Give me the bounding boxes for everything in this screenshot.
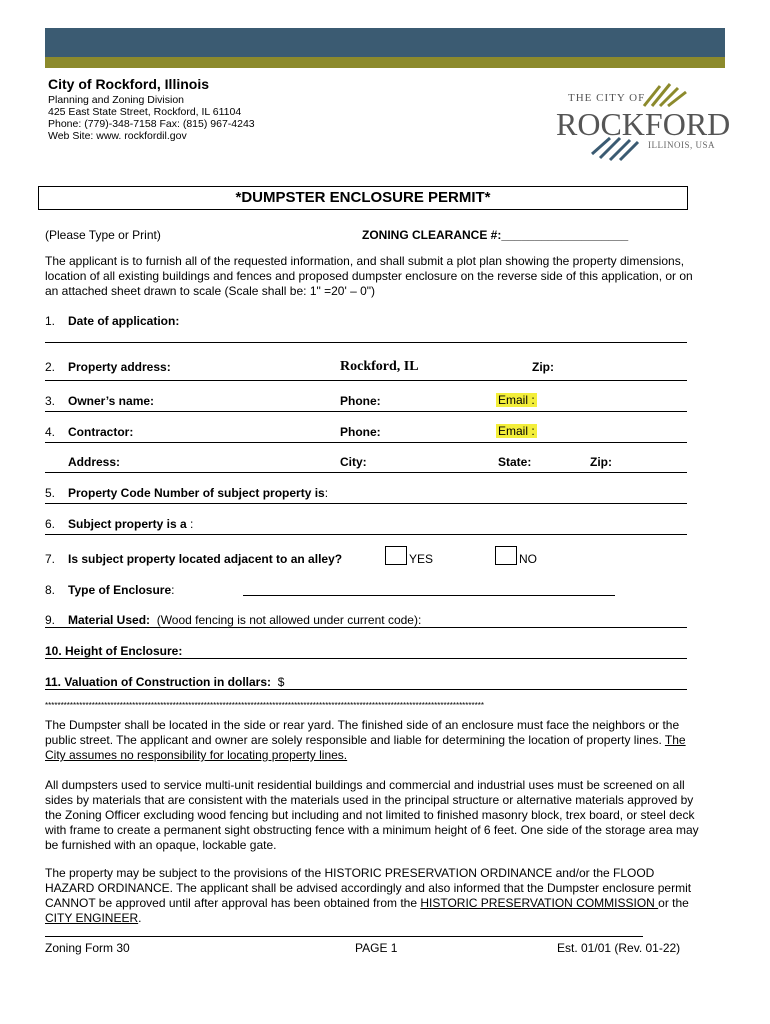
contractor-address-line	[45, 472, 687, 473]
item-number: 1.	[45, 314, 56, 328]
item-number: 6.	[45, 517, 56, 531]
owner-line	[45, 411, 687, 412]
website: Web Site: www. rockfordil.gov	[48, 130, 187, 142]
no-label: NO	[519, 552, 537, 566]
no-checkbox[interactable]	[495, 546, 517, 565]
property-code-label: Property Code Number of subject property is	[68, 486, 325, 500]
enclosure-type-line[interactable]	[243, 595, 615, 596]
subject-property-line[interactable]	[45, 534, 687, 535]
enclosure-type-row: Type of Enclosure:	[68, 583, 175, 597]
valuation-label: 11. Valuation of Construction in dollars:	[45, 675, 272, 689]
date-field-line[interactable]	[45, 342, 687, 343]
dollar-sign: $	[277, 675, 285, 689]
state-label: State:	[498, 455, 532, 469]
rockford-logo	[552, 80, 731, 166]
property-code-line[interactable]	[45, 503, 687, 504]
location-text: The Dumpster shall be located in the side or rear yard. The finished side of an enclosure must face the neighbors or the public street. The applicant and owner are solely responsible and liable for determining the location of property lines.	[45, 718, 680, 747]
city-engineer-link: CITY ENGINEER	[45, 911, 139, 925]
yes-label: YES	[409, 552, 434, 566]
alley-label: Is subject property located adjacent to an alley?	[68, 552, 343, 566]
type-or-print: (Please Type or Print)	[45, 228, 161, 242]
height-line[interactable]	[45, 658, 687, 659]
historic-commission-link: HISTORIC PRESERVATION COMMISSION	[420, 896, 659, 910]
contractor-label: Contractor:	[68, 425, 134, 439]
item-number: 3.	[45, 394, 56, 408]
historic-end: .	[138, 911, 142, 925]
city-name: City of Rockford, Illinois	[48, 76, 210, 92]
header-band-blue	[45, 28, 725, 57]
division: Planning and Zoning Division	[48, 94, 185, 106]
property-address-line	[45, 380, 687, 381]
address: 425 East State Street, Rockford, IL 61104	[48, 106, 242, 118]
contractor-email-label: Email :	[498, 424, 535, 438]
item-number: 4.	[45, 425, 56, 439]
zoning-clearance: ZONING CLEARANCE #:___________________	[362, 228, 629, 242]
historic-text: The property may be subject to the provisions of the HISTORIC PRESERVATION ORDINANCE and/or the FLOOD HAZARD ORDINANCE. The applicant shall be advised accordingly and also informed that the Dumpster enclosure permit CANNOT be approved until after approval has been obtained from the	[45, 866, 692, 910]
material-line[interactable]	[45, 627, 687, 628]
page-number: PAGE 1	[355, 941, 398, 955]
enclosure-type-label: Type of Enclosure	[68, 583, 172, 597]
form-title: *DUMPSTER ENCLOSURE PERMIT*	[38, 186, 688, 210]
revision: Est. 01/01 (Rev. 01-22)	[557, 941, 681, 955]
valuation-row	[45, 675, 284, 689]
historic-paragraph	[45, 866, 705, 926]
material-row	[68, 613, 421, 627]
contractor-zip-label: Zip:	[590, 455, 612, 469]
phone-fax: Phone: (779)-348-7158 Fax: (815) 967-4243	[48, 118, 255, 130]
valuation-line[interactable]	[45, 689, 687, 690]
location-paragraph	[45, 718, 705, 763]
item-number: 8.	[45, 583, 56, 597]
intro-paragraph: The applicant is to furnish all of the requested information, and shall submit a plot plan showing the property dimensions, location of all existing buildings and fences and proposed dumpster enclosure on the reverse side of this application, or on an attached sheet drawn to scale (Scale shall be: 1" =20' – 0")	[45, 254, 693, 298]
contractor-line	[45, 442, 687, 443]
contractor-phone-label: Phone:	[340, 425, 381, 439]
subject-property-label: Subject property is a	[68, 517, 187, 531]
height-label: 10. Height of Enclosure:	[45, 644, 183, 658]
logo-name: ROCKFORD	[556, 106, 731, 142]
separator-stars: *********************************************************************************************************************************************	[45, 701, 484, 710]
yes-checkbox[interactable]	[385, 546, 407, 565]
item-number: 5.	[45, 486, 56, 500]
logo-illinois: ILLINOIS, USA	[648, 140, 715, 150]
property-code-row: Property Code Number of subject property is:	[68, 486, 329, 500]
property-address-label: Property address:	[68, 360, 171, 374]
item-number: 7.	[45, 552, 56, 566]
city-label: City:	[340, 455, 367, 469]
property-address-value[interactable]: Rockford, IL	[340, 359, 419, 374]
item-number: 9.	[45, 613, 56, 627]
item-number: 2.	[45, 360, 56, 374]
owner-phone-label: Phone:	[340, 394, 381, 408]
owner-email-label: Email :	[498, 393, 535, 407]
material-note: (Wood fencing is not allowed under current code):	[156, 613, 422, 627]
owner-name-label: Owner’s name:	[68, 394, 155, 408]
date-label: Date of application:	[68, 314, 180, 328]
historic-or: or the	[658, 896, 689, 910]
zip-label: Zip:	[532, 360, 554, 374]
header-band-olive	[45, 57, 725, 68]
form-number: Zoning Form 30	[45, 941, 130, 955]
footer-rule	[45, 936, 643, 937]
contractor-address-label: Address:	[68, 455, 121, 469]
subject-property-row: Subject property is a :	[68, 517, 194, 531]
property-lines-notice: The City assumes no responsibility for locating property lines.	[45, 733, 686, 762]
screening-paragraph: All dumpsters used to service multi-unit residential buildings and commercial and industrial uses must be screened on all sides by materials that are consistent with the materials used in the principal structure or alternative materials approved by the Zoning Officer excluding wood fencing but including and not limited to finished masonry block, trex board, or steel deck with frame to create a permanent sight obstructing fence with a minimum height of 6 feet. One side of the storage area may be furnished with an opaque, lockable gate.	[45, 778, 699, 852]
material-label: Material Used:	[68, 613, 151, 627]
logo-city-of: THE CITY OF	[568, 92, 646, 104]
